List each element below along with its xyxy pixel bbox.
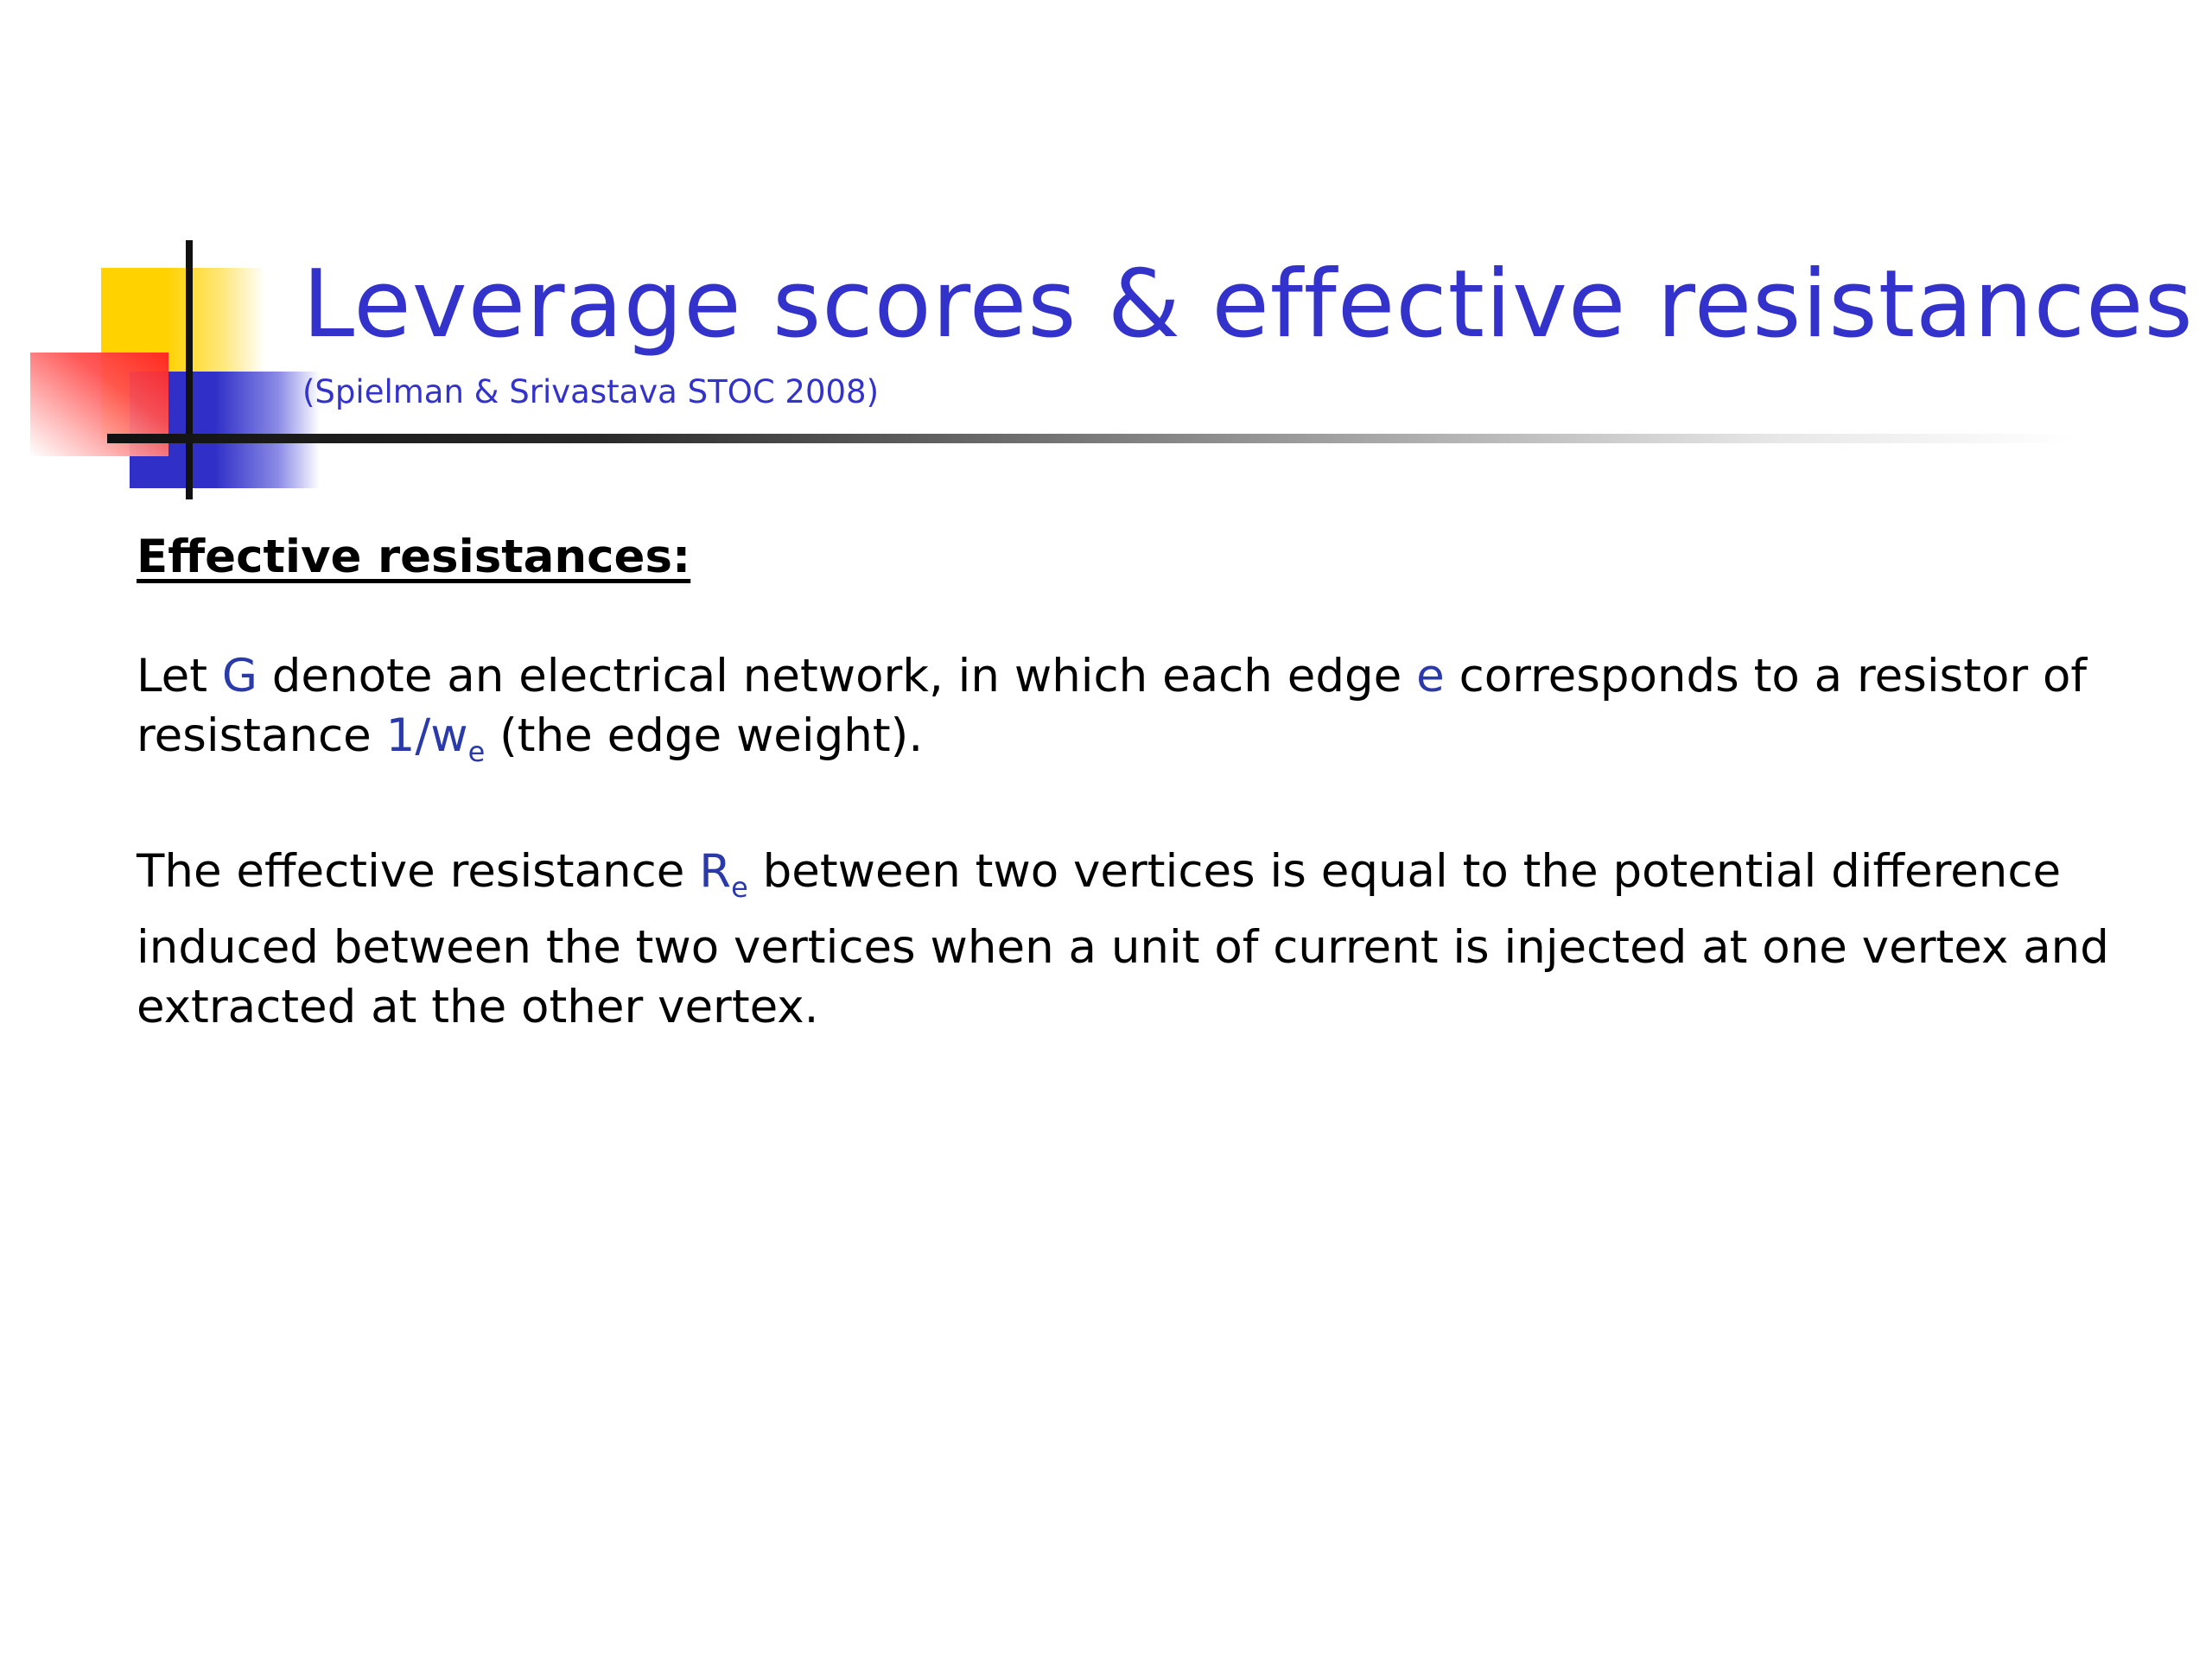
symbol-subscript: e bbox=[467, 735, 486, 768]
symbol-inverse-weight: 1/w bbox=[385, 709, 468, 762]
symbol-subscript: e bbox=[731, 871, 748, 904]
section-heading: Effective resistances: bbox=[137, 531, 691, 583]
slide-body bbox=[137, 527, 2150, 1096]
symbol-R: R bbox=[699, 845, 732, 898]
slide-subtitle: (Spielman & Srivastava STOC 2008) bbox=[302, 373, 880, 410]
decorative-vertical-line bbox=[186, 240, 193, 499]
slide-title: Leverage scores & effective resistances bbox=[302, 251, 2194, 359]
symbol-G: G bbox=[221, 650, 257, 702]
title-underline-bar bbox=[107, 434, 2077, 443]
text-run: Let bbox=[137, 650, 222, 702]
symbol-e: e bbox=[1416, 650, 1445, 702]
paragraph-line: induced between the two vertices when a unit of current is injected at one vertex and bbox=[137, 921, 2109, 974]
text-run: corresponds to a resistor of bbox=[1444, 650, 2088, 702]
paragraph-line: extracted at the other vertex. bbox=[137, 981, 819, 1033]
text-run: resistance bbox=[137, 709, 386, 762]
paragraph-network-definition bbox=[137, 646, 2150, 782]
paragraph-line bbox=[137, 842, 2150, 918]
text-run: (the edge weight). bbox=[485, 709, 924, 762]
text-run: between two vertices is equal to the potential difference bbox=[747, 845, 2062, 898]
text-run: The effective resistance bbox=[137, 845, 700, 898]
paragraph-line bbox=[137, 646, 2150, 706]
paragraph-line bbox=[137, 706, 2150, 782]
paragraph-effective-resistance-definition bbox=[137, 842, 2150, 1037]
text-run: denote an electrical network, in which each edge bbox=[257, 650, 1417, 702]
